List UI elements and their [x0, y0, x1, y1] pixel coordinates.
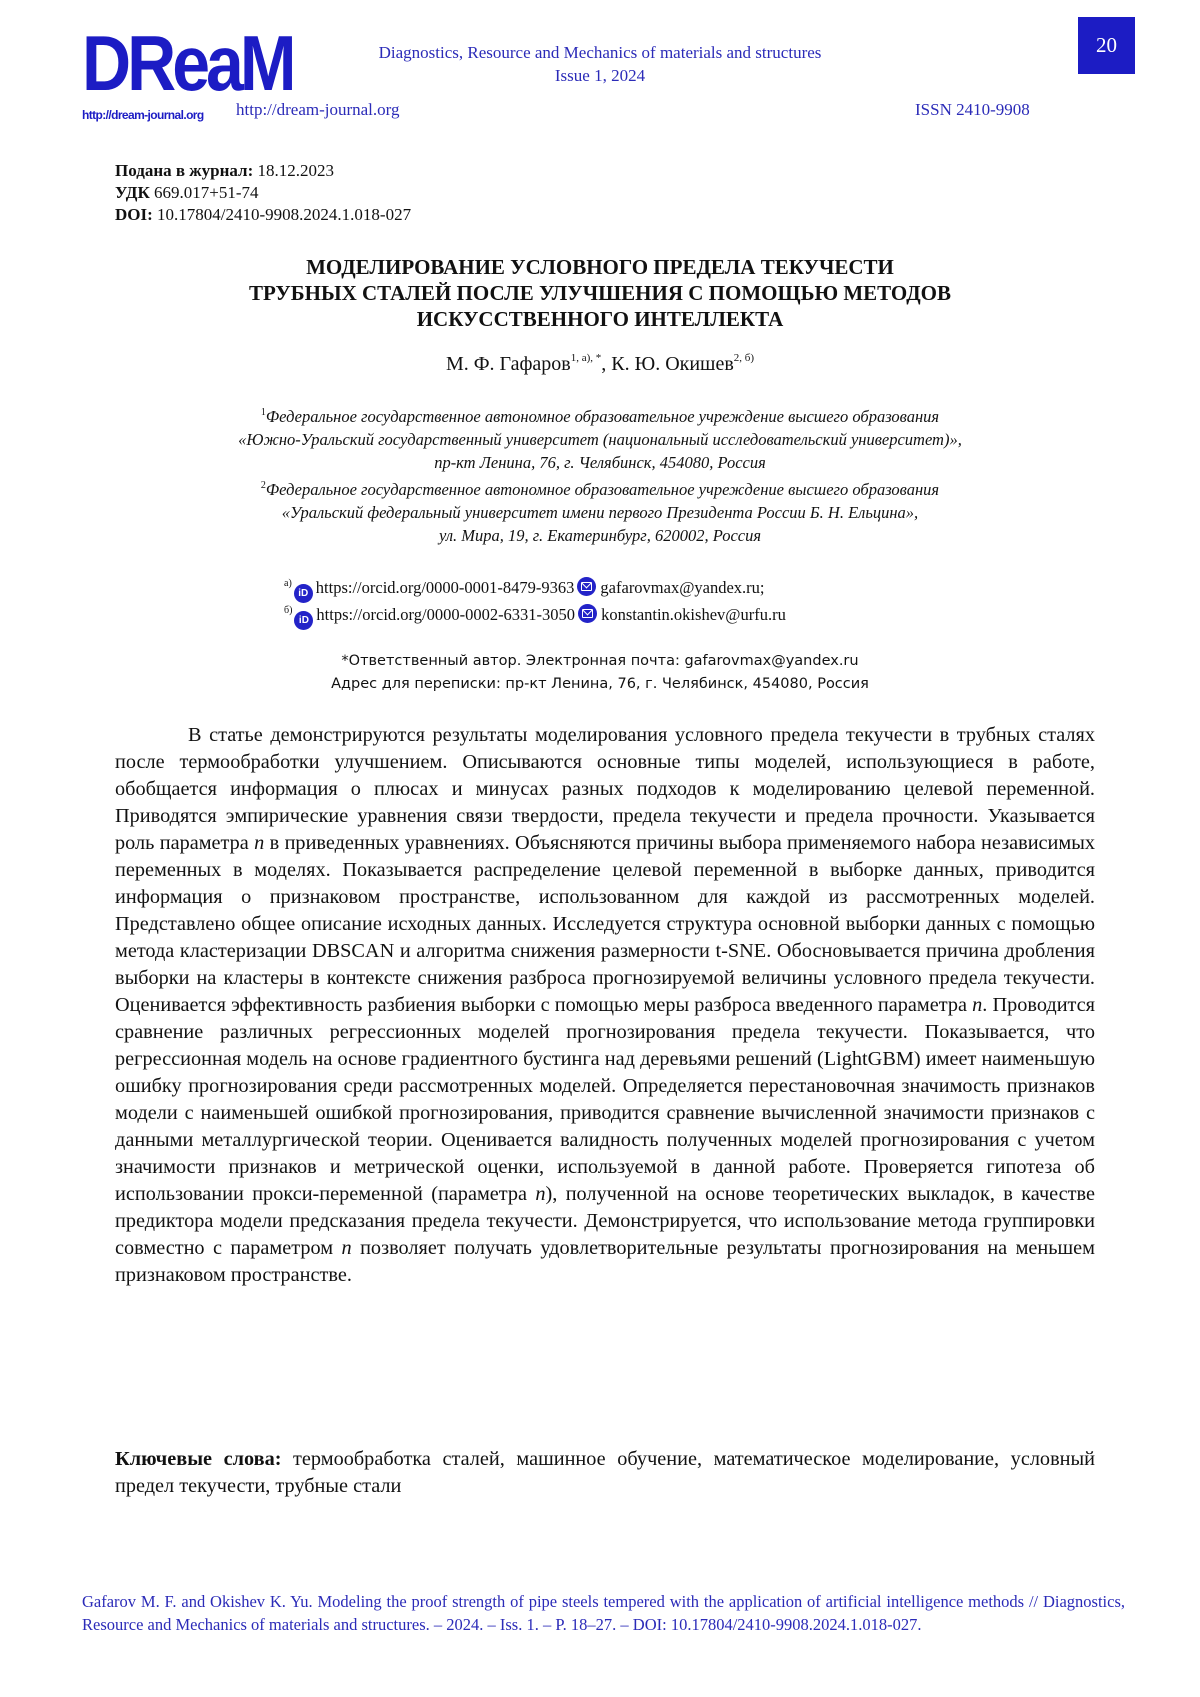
- affiliations: [120, 401, 1080, 547]
- citation: Gafarov M. F. and Okishev K. Yu. Modeling the proof strength of pipe steels tempered with the application of artificial intelligence methods // Diagnostics, Resource and Mechanics of materials and structures. – 2024. – Iss. 1. – P. 18–27. – DOI: 10.17804/2410-9908.2024.1.018-027.: [82, 1592, 1125, 1634]
- email-link-2[interactable]: konstantin.okishev@urfu.ru: [601, 605, 786, 624]
- title-line2: ТРУБНЫХ СТАЛЕЙ ПОСЛЕ УЛУЧШЕНИЯ С ПОМОЩЬЮ МЕТОДОВ: [249, 281, 951, 305]
- author-1: М. Ф. Гафаров: [445, 353, 571, 375]
- page-number: 20: [1078, 17, 1135, 74]
- title-line3: ИСКУССТВЕННОГО ИНТЕЛЛЕКТА: [416, 307, 784, 331]
- title-line1: МОДЕЛИРОВАНИЕ УСЛОВНОГО ПРЕДЕЛА ТЕКУЧЕСТИ: [306, 255, 894, 279]
- article-meta: [115, 160, 411, 226]
- mail-icon: [578, 604, 597, 623]
- authors: [120, 352, 1080, 376]
- journal-title-line1: Diagnostics, Resource and Mechanics of materials and structures: [378, 43, 822, 62]
- abstract-var-n: n: [535, 1183, 546, 1205]
- corresponding-author-line: *Ответственный автор. Электронная почта: gafarovmax@yandex.ru: [341, 653, 859, 669]
- aff2-line3: ул. Мира, 19, г. Екатеринбург, 620002, Россия: [438, 526, 762, 545]
- aff2-text: Федеральное государственное автономное образовательное учреждение высшего образования: [265, 480, 940, 499]
- abstract-var-n: n: [254, 832, 265, 854]
- udk-line: [115, 182, 411, 204]
- abstract-text-1: В статье демонстрируются результаты моделирования условного предела текучести в трубных сталях после термообработки улучшением. Описываются основные типы моделей, использующиеся в работе, обобщается информация о плюсах и минусах разных подходов к моделированию целевой переменной. Приводятся эмпирические уравнения связи твердости, предела текучести и предела прочности. Указывается роль параметра: [115, 724, 1095, 854]
- keywords-label: Ключевые слова:: [115, 1448, 282, 1470]
- journal-issue: Issue 1, 2024: [554, 66, 646, 85]
- contact-row-2: [284, 599, 786, 630]
- orcid-icon: iD: [294, 584, 313, 603]
- email-link-1[interactable]: gafarovmax@yandex.ru;: [600, 578, 765, 597]
- udk-value: 669.017+51-74: [154, 183, 259, 202]
- abstract-var-n: n: [972, 994, 983, 1016]
- aff2-line2: «Уральский федеральный университет имени первого Президента России Б. Н. Ельцина»,: [281, 503, 919, 522]
- author-separator: ,: [601, 353, 612, 375]
- aff1-number: 1: [260, 407, 266, 418]
- abstract-text-2: в приведенных уравнениях. Объясняются причины выбора применяемого набора независимых переменных в моделях. Показывается распределение целевой переменной в выборке данных, приводится информация о признаковом пространстве, использованном для каждой из рассмотренных моделей. Представлено общее описание исходных данных. Исследуется структура основной выборки данных с помощью метода кластеризации DBSCAN и алгоритма снижения размерности t-SNE. Обосновывается причина дробления выборки на кластеры в контексте снижения разброса прогнозируемой величины условного предела текучести. Оценивается эффективность разбиения выборки с помощью меры разброса введенного параметра: [115, 832, 1096, 1016]
- issn: ISSN 2410-9908: [915, 100, 1030, 119]
- article-title: [120, 254, 1080, 332]
- orcid-link-1[interactable]: https://orcid.org/0000-0001-8479-9363: [315, 578, 575, 597]
- journal-logo[interactable]: DReaM: [82, 20, 293, 108]
- abstract-paragraph: [115, 722, 1095, 1289]
- abstract-var-n: n: [341, 1237, 352, 1259]
- submitted-value: 18.12.2023: [257, 161, 334, 180]
- mail-icon: [577, 577, 596, 596]
- abstract-text-5: позволяет получать удовлетворительные результаты прогнозирования на меньшем признаковом пространстве.: [115, 1237, 1095, 1286]
- submitted-line: [115, 160, 411, 182]
- correspondence-address-line: Адрес для переписки: пр-кт Ленина, 76, г. Челябинск, 454080, Россия: [331, 676, 869, 692]
- aff1-line1: [120, 401, 1080, 428]
- doi-line: [115, 204, 411, 226]
- correspondence: [200, 650, 1000, 696]
- contact-2-mark: б): [284, 605, 293, 616]
- journal-title: [300, 41, 900, 87]
- contact-1-mark: а): [284, 578, 292, 589]
- author-1-affil: 1, а), *: [570, 352, 602, 364]
- author-2-affil: 2, б): [733, 352, 755, 364]
- keywords-text: термообработка сталей, машинное обучение, математическое моделирование, условный предел текучести, трубные стали: [115, 1448, 1095, 1497]
- site-url-link[interactable]: http://dream-journal.org: [236, 100, 400, 119]
- submitted-label: Подана в журнал:: [115, 161, 254, 180]
- abstract: [115, 722, 1095, 1289]
- aff2-number: 2: [260, 480, 266, 491]
- doi-label: DOI:: [115, 205, 153, 224]
- aff1-line2: «Южно-Уральский государственный университет (национальный исследовательский университет)»,: [238, 430, 962, 449]
- abstract-text-3: . Проводится сравнение различных регрессионных моделей прогнозирования предела текучести. Показывается, что регрессионная модель на основе градиентного бустинга над деревьями решений (LightGBM) имеет наименьшую ошибку прогнозирования среди рассмотренных моделей. Определяется перестановочная значимость признаков модели с наименьшей ошибкой прогнозирования, приводится сравнение вычисленной значимости признаков с данными металлургической теории. Оценивается валидность полученных моделей прогнозирования с учетом значимости признаков и метрической оценки, используемой в данной работе. Проверяется гипотеза об использовании прокси-переменной (параметра: [115, 994, 1095, 1205]
- aff2-line1: [120, 474, 1080, 501]
- abstract-text-4: ), полученной на основе теоретических выкладок, в качестве предиктора модели предсказания предела текучести. Демонстрируется, что использование метода группировки совместно с параметром: [115, 1183, 1095, 1259]
- logo-url[interactable]: http://dream-journal.org: [82, 108, 204, 122]
- keywords: [115, 1446, 1095, 1500]
- doi-value[interactable]: 10.17804/2410-9908.2024.1.018-027: [157, 205, 412, 224]
- orcid-link-2[interactable]: https://orcid.org/0000-0002-6331-3050: [316, 605, 576, 624]
- aff1-line3: пр-кт Ленина, 76, г. Челябинск, 454080, Россия: [434, 453, 766, 472]
- udk-label: УДК: [115, 183, 150, 202]
- orcid-icon: iD: [294, 611, 313, 630]
- aff1-text: Федеральное государственное автономное образовательное учреждение высшего образования: [265, 407, 940, 426]
- author-2: К. Ю. Окишев: [611, 353, 734, 375]
